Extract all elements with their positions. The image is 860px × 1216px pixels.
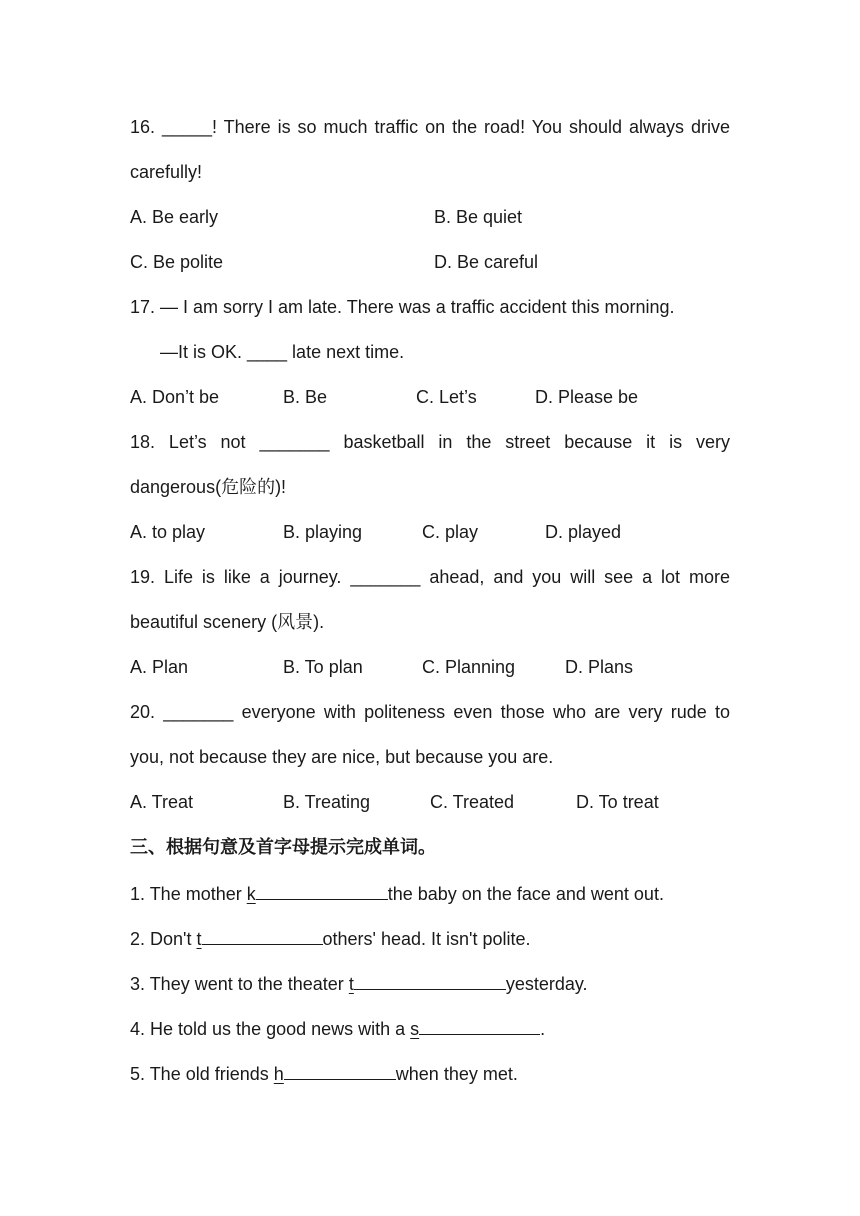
fill-item-1 bbox=[130, 881, 664, 905]
q16-option-b: B. Be quiet bbox=[434, 207, 523, 227]
q16-stem-line1: 16. _____! There is so much traffic on the road! You should always drive bbox=[130, 117, 730, 137]
fill-item-3 bbox=[130, 971, 588, 995]
q17-option-b: B. Be bbox=[283, 387, 328, 407]
fill-item-2-letter: t bbox=[196, 929, 202, 949]
q17-stem-line1: 17. — I am sorry I am late. There was a traffic accident this morning. bbox=[130, 297, 675, 317]
fill-item-4-suffix: . bbox=[540, 1019, 546, 1039]
fill-item-5-prefix: 5. The old friends bbox=[130, 1064, 274, 1084]
fill-item-1-letter: k bbox=[246, 884, 256, 904]
q18-stem-line1: 18. Let’s not _______ basketball in the street because it is very bbox=[130, 432, 730, 452]
q20-option-b: B. Treating bbox=[283, 792, 371, 812]
fill-item-5 bbox=[130, 1061, 518, 1085]
q17-stem-line2: —It is OK. ____ late next time. bbox=[160, 342, 405, 362]
q19-option-c: C. Planning bbox=[422, 657, 516, 677]
q16-option-c: C. Be polite bbox=[130, 252, 224, 272]
fill-item-2 bbox=[130, 926, 531, 950]
q18-option-b: B. playing bbox=[283, 522, 363, 542]
fill-item-4-blank[interactable] bbox=[419, 1016, 540, 1035]
fill-item-4 bbox=[130, 1016, 545, 1040]
q16-option-a: A. Be early bbox=[130, 207, 219, 227]
fill-item-5-suffix: when they met. bbox=[395, 1064, 518, 1084]
q16-option-d: D. Be careful bbox=[434, 252, 539, 272]
q18-option-a: A. to play bbox=[130, 522, 206, 542]
fill-item-5-letter: h bbox=[273, 1064, 284, 1084]
q17-option-d: D. Please be bbox=[535, 387, 639, 407]
fill-item-5-blank[interactable] bbox=[284, 1061, 396, 1080]
fill-item-1-blank[interactable] bbox=[256, 881, 388, 900]
fill-item-3-prefix: 3. They went to the theater bbox=[130, 974, 349, 994]
q18-option-c: C. play bbox=[422, 522, 479, 542]
fill-item-3-suffix: yesterday. bbox=[505, 974, 588, 994]
section3-heading: 三、根据句意及首字母提示完成单词。 bbox=[130, 837, 436, 857]
q18-stem-line2: dangerous(危险的)! bbox=[130, 477, 287, 497]
fill-item-3-letter: t bbox=[348, 974, 354, 994]
fill-item-1-prefix: 1. The mother bbox=[130, 884, 247, 904]
fill-item-3-blank[interactable] bbox=[354, 971, 506, 990]
q18-option-d: D. played bbox=[545, 522, 622, 542]
q17-option-a: A. Don’t be bbox=[130, 387, 220, 407]
q19-option-a: A. Plan bbox=[130, 657, 189, 677]
q20-option-a: A. Treat bbox=[130, 792, 194, 812]
fill-item-2-prefix: 2. Don't bbox=[130, 929, 197, 949]
fill-item-2-suffix: others' head. It isn't polite. bbox=[322, 929, 531, 949]
fill-item-2-blank[interactable] bbox=[202, 926, 323, 945]
q20-stem-line2: you, not because they are nice, but because you are. bbox=[130, 747, 554, 767]
q19-stem-line1: 19. Life is like a journey. _______ ahead, and you will see a lot more bbox=[130, 567, 730, 587]
q16-stem-line2: carefully! bbox=[130, 162, 203, 182]
fill-item-4-prefix: 4. He told us the good news with a bbox=[130, 1019, 411, 1039]
q20-option-c: C. Treated bbox=[430, 792, 515, 812]
fill-item-1-suffix: the baby on the face and went out. bbox=[387, 884, 664, 904]
q20-stem-line1: 20. _______ everyone with politeness even those who are very rude to bbox=[130, 702, 730, 722]
q19-option-b: B. To plan bbox=[283, 657, 363, 677]
q17-option-c: C. Let’s bbox=[416, 387, 477, 407]
q19-option-d: D. Plans bbox=[565, 657, 634, 677]
fill-item-4-letter: s bbox=[410, 1019, 420, 1039]
q20-option-d: D. To treat bbox=[576, 792, 659, 812]
q19-stem-line2: beautiful scenery (风景). bbox=[130, 612, 325, 632]
